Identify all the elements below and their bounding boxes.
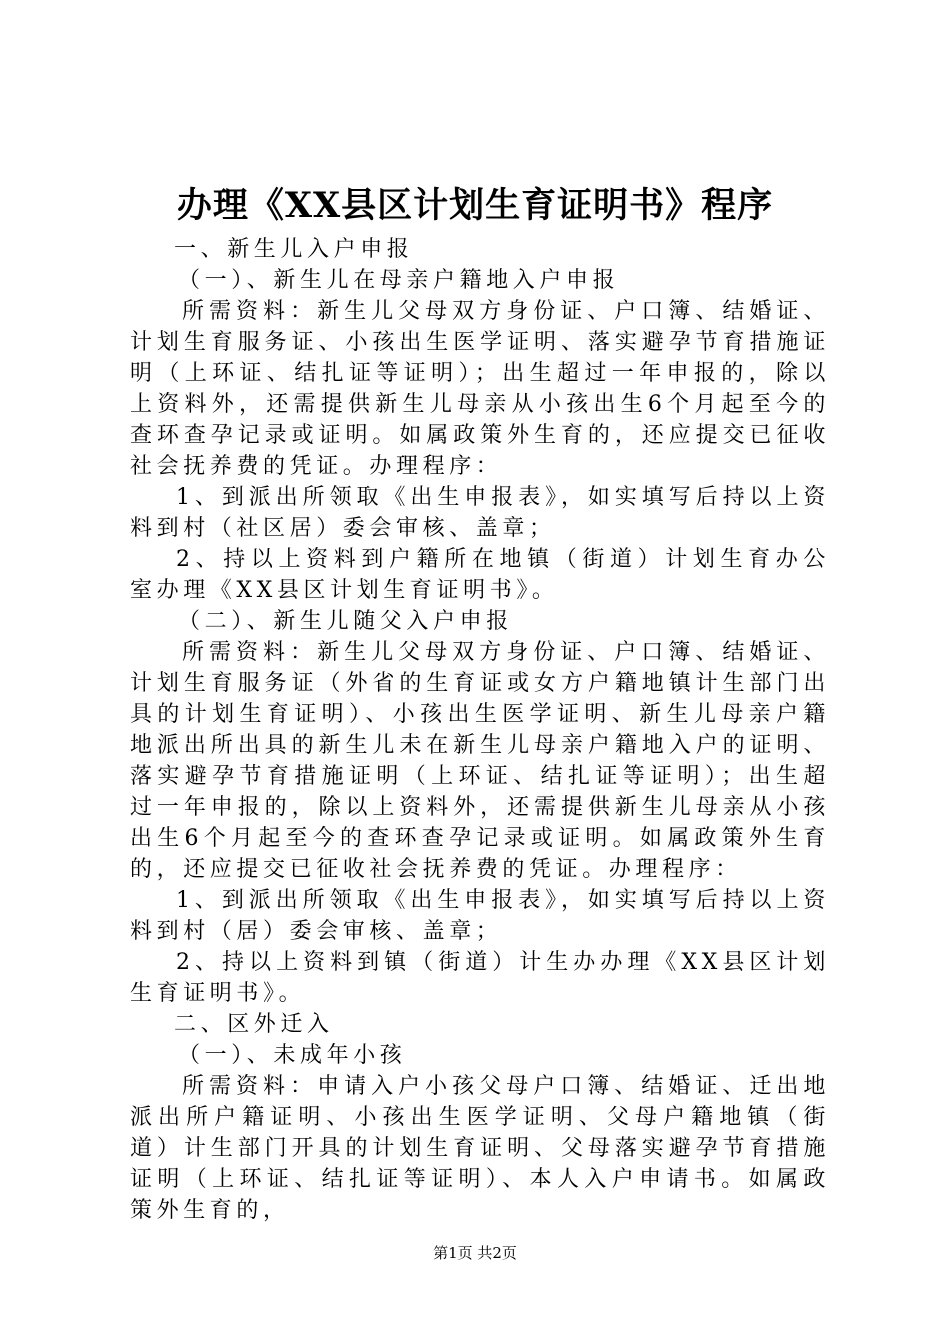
subsection-heading: （一）、未成年小孩 xyxy=(178,1043,407,1068)
subsection-heading: （一）、新生儿在母亲户籍地入户申报 xyxy=(178,268,620,293)
requirements-paragraph: 所需资料：新生儿父母双方身份证、户口簿、结婚证、计划生育服务证、小孩出生医学证明、落实避孕节育措施证明（上环证、结扎证等证明）；出生超过一年申报的，除以上资料外，还需提供新生儿母亲从小孩出生6个月起至今的查环查孕记录或证明。如属政策外生育的，还应提交已征收社会抚养费的凭证。办理程序： xyxy=(130,299,830,479)
requirements-paragraph: 所需资料：申请入户小孩父母户口簿、结婚证、迁出地派出所户籍证明、小孩出生医学证明、父母户籍地镇（街道）计生部门开具的计划生育证明、父母落实避孕节育措施证明（上环证、结扎证等证明）、本人入户申请书。如属政策外生育的， xyxy=(130,1074,830,1223)
document-body xyxy=(130,234,830,1226)
section-heading: 二、区外迁入 xyxy=(174,1012,334,1037)
procedure-step: 1、到派出所领取《出生申报表》，如实填写后持以上资料到村（居）委会审核、盖章； xyxy=(130,888,830,944)
procedure-step: 1、到派出所领取《出生申报表》，如实填写后持以上资料到村（社区居）委会审核、盖章； xyxy=(130,485,830,541)
procedure-step: 2、持以上资料到户籍所在地镇（街道）计划生育办公室办理《XX县区计划生育证明书》。 xyxy=(130,547,830,603)
subsection-heading: （二）、新生儿随父入户申报 xyxy=(178,609,513,634)
procedure-step: 2、持以上资料到镇（街道）计生办办理《XX县区计划生育证明书》。 xyxy=(130,950,830,1006)
requirements-paragraph: 所需资料：新生儿父母双方身份证、户口簿、结婚证、计划生育服务证（外省的生育证或女方户籍地镇计生部门出具的计划生育证明）、小孩出生医学证明、新生儿母亲户籍地派出所出具的新生儿未在新生儿母亲户籍地入户的证明、落实避孕节育措施证明（上环证、结扎证等证明）；出生超过一年申报的，除以上资料外，还需提供新生儿母亲从小孩出生6个月起至今的查环查孕记录或证明。如属政策外生育的，还应提交已征收社会抚养费的凭证。办理程序： xyxy=(130,640,830,882)
document-title: 办理《XX县区计划生育证明书》程序 xyxy=(176,185,774,226)
section-heading: 一、新生儿入户申报 xyxy=(174,237,414,262)
page-number-footer: 第1页 共2页 xyxy=(433,1244,517,1262)
